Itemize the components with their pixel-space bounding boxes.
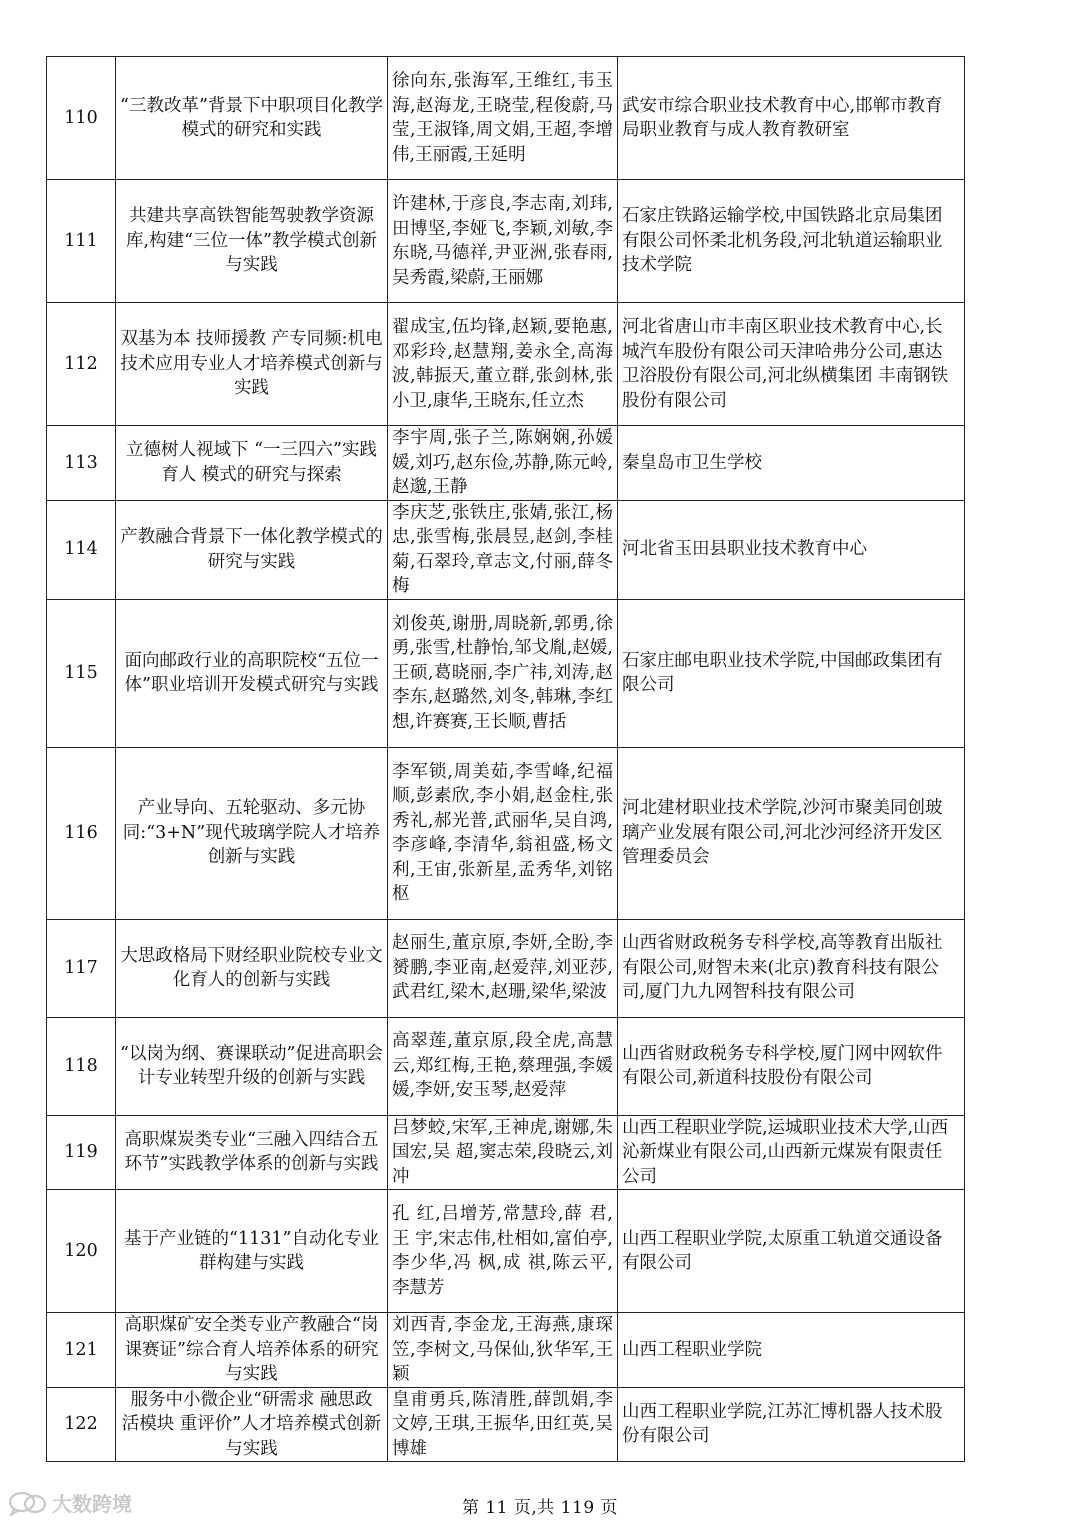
author-list: 刘俊英,谢册,周晓新,郭勇,徐勇,张雪,杜静怡,邹戈胤,赵媛,王硕,葛晓丽,李广祎,刘涛,赵李东,赵璐然,刘冬,韩琳,李红想,许赛赛,王长顺,曹括 [392, 613, 613, 732]
author-list: 翟成宝,伍均锋,赵颖,要艳惠,邓彩玲,赵慧翔,姜永全,高海波,韩振天,董立群,张剑林,张小卫,康华,王晓东,任立杰 [392, 317, 613, 411]
award-table [46, 56, 965, 1462]
author-list: 高翠莲,董京原,段全虎,高慧云,郑红梅,王艳,蔡理强,李媛媛,李妍,安玉琴,赵爱萍 [392, 1031, 613, 1101]
project-title: “三教改革”背景下中职项目化教学模式的研究和实践 [120, 95, 383, 140]
unit-list: 山西工程职业学院,江苏汇博机器人技术股份有限公司 [622, 1401, 943, 1447]
table-row [47, 1115, 965, 1190]
project-title: 大思政格局下财经职业院校专业文化育人的创新与实践 [120, 945, 383, 990]
unit-list: 石家庄邮电职业技术学院,中国邮政集团有限公司 [622, 650, 943, 695]
table-row [47, 500, 965, 599]
author-list: 皇甫勇兵,陈清胜,薛凯娟,李文婷,王琪,王振华,田红英,吴博雄 [392, 1389, 613, 1459]
row-number: 116 [47, 747, 116, 919]
table-row [47, 599, 965, 747]
unit-list: 石家庄铁路运输学校,中国铁路北京局集团有限公司怀柔北机务段,河北轨道运输职业技术学院 [622, 206, 943, 276]
project-title: 高职煤矿安全类专业产教融合“岗课赛证”综合育人培养体系的研究与实践 [124, 1315, 379, 1384]
unit-list: 河北建材职业技术学院,沙河市聚美同创玻璃产业发展有限公司,河北沙河经济开发区管理委员会 [622, 798, 943, 868]
unit-list: 山西工程职业学院 [622, 1339, 762, 1360]
row-number: 117 [47, 919, 116, 1017]
row-number: 119 [47, 1115, 116, 1190]
table-row [47, 57, 965, 180]
unit-list: 山西省财政税务专科学校,高等教育出版社有限公司,财智未来(北京)教育科技有限公司,厦门九九网智科技有限公司 [622, 933, 943, 1003]
row-number: 122 [47, 1387, 116, 1462]
row-number: 115 [47, 599, 116, 747]
unit-list: 秦皇岛市卫生学校 [622, 452, 762, 473]
row-number: 113 [47, 426, 116, 501]
project-title: 服务中小微企业“研需求 融思政 活模块 重评价”人才培养模式创新与实践 [121, 1389, 382, 1459]
table-row [47, 1017, 965, 1115]
row-number: 111 [47, 180, 116, 303]
author-list: 李军锁,周美茹,李雪峰,纪福顺,彭素欣,李小娟,赵金柱,张秀礼,郝光普,武丽华,吴自鸿,李彦峰,李清华,翁祖盛,杨文利,王宙,张新星,孟秀华,刘铭枢 [392, 761, 613, 904]
watermark-text: 大数跨境 [52, 1492, 132, 1516]
table-row [47, 919, 965, 1017]
project-title: 产教融合背景下一体化教学模式的研究与实践 [120, 527, 383, 572]
unit-list: 河北省玉田县职业技术教育中心 [622, 539, 867, 560]
project-title: 面向邮政行业的高职院校“五位一体”职业培训开发模式研究与实践 [124, 650, 379, 695]
row-number: 120 [47, 1190, 116, 1313]
unit-list: 河北省唐山市丰南区职业技术教育中心,长城汽车股份有限公司天津哈弗分公司,惠达卫浴股份有限公司,河北纵横集团 丰南钢铁股份有限公司 [622, 317, 949, 411]
project-title: 基于产业链的“1131”自动化专业群构建与实践 [124, 1228, 379, 1273]
author-list: 刘西青,李金龙,王海燕,康琛笠,李树文,马保仙,狄华军,王颖 [392, 1315, 613, 1384]
author-list: 孔 红,吕增芳,常慧玲,薛 君,王 宇,宋志伟,杜相如,富伯亭,李少华,冯 枫,成 祺,陈云平,李慧芳 [392, 1204, 613, 1298]
project-title: 产业导向、五轮驱动、多元协同:“3+N”现代玻璃学院人才培养创新与实践 [122, 798, 381, 868]
row-number: 110 [47, 57, 116, 180]
row-number: 118 [47, 1017, 116, 1115]
table-row [47, 1313, 965, 1388]
project-title: 立德树人视域下 “一三四六”实践育人 模式的研究与探索 [126, 440, 377, 485]
row-number: 114 [47, 500, 116, 599]
table-row [47, 1387, 965, 1462]
row-number: 121 [47, 1313, 116, 1388]
project-title: 共建共享高铁智能驾驶教学资源库,构建“三位一体”教学模式创新与实践 [126, 206, 377, 276]
unit-list: 武安市综合职业技术教育中心,邯郸市教育局职业教育与成人教育教研室 [622, 95, 943, 140]
project-title: “以岗为纲、赛课联动”促进高职会计专业转型升级的创新与实践 [120, 1043, 383, 1088]
project-title: 双基为本 技师援教 产专同频:机电技术应用专业人才培养模式创新与实践 [120, 329, 383, 399]
table-row [47, 303, 965, 426]
page-footer: 第 11 页,共 119 页 [461, 1498, 619, 1518]
author-list: 许建林,于彦良,李志南,刘玮,田博坚,李娅飞,李颖,刘敏,李东晓,马德祥,尹亚洲,张春雨,吴秀霞,梁蔚,王丽娜 [392, 194, 613, 288]
author-list: 吕梦蛟,宋军,王神虎,谢娜,朱国宏,吴 超,窦志荣,段晓云,刘冲 [392, 1117, 613, 1187]
author-list: 赵丽生,董京原,李妍,全盼,李赟鹏,李亚南,赵爱萍,刘亚莎,武君红,梁木,赵珊,梁华,梁波 [392, 933, 613, 1003]
author-list: 李庆芝,张铁庄,张婧,张江,杨忠,张雪梅,张晨昱,赵剑,李桂菊,石翠玲,章志文,付丽,薛冬梅 [392, 502, 613, 596]
author-list: 徐向东,张海军,王维红,韦玉海,赵海龙,王晓莹,程俊蔚,马莹,王淑锋,周文娟,王超,李增伟,王丽霞,王延明 [392, 71, 613, 165]
table-row [47, 426, 965, 501]
table-row [47, 747, 965, 919]
table-row [47, 1190, 965, 1313]
row-number: 112 [47, 303, 116, 426]
unit-list: 山西工程职业学院,太原重工轨道交通设备有限公司 [622, 1228, 943, 1273]
table-row [47, 180, 965, 303]
unit-list: 山西省财政税务专科学校,厦门网中网软件有限公司,新道科技股份有限公司 [622, 1043, 943, 1088]
author-list: 李宇周,张子兰,陈娴娴,孙媛媛,刘巧,赵东俭,苏静,陈元岭,赵邈,王静 [392, 428, 613, 497]
project-title: 高职煤炭类专业“三融入四结合五环节”实践教学体系的创新与实践 [124, 1129, 379, 1175]
unit-list: 山西工程职业学院,运城职业技术大学,山西沁新煤业有限公司,山西新元煤炭有限责任公司 [622, 1117, 949, 1187]
